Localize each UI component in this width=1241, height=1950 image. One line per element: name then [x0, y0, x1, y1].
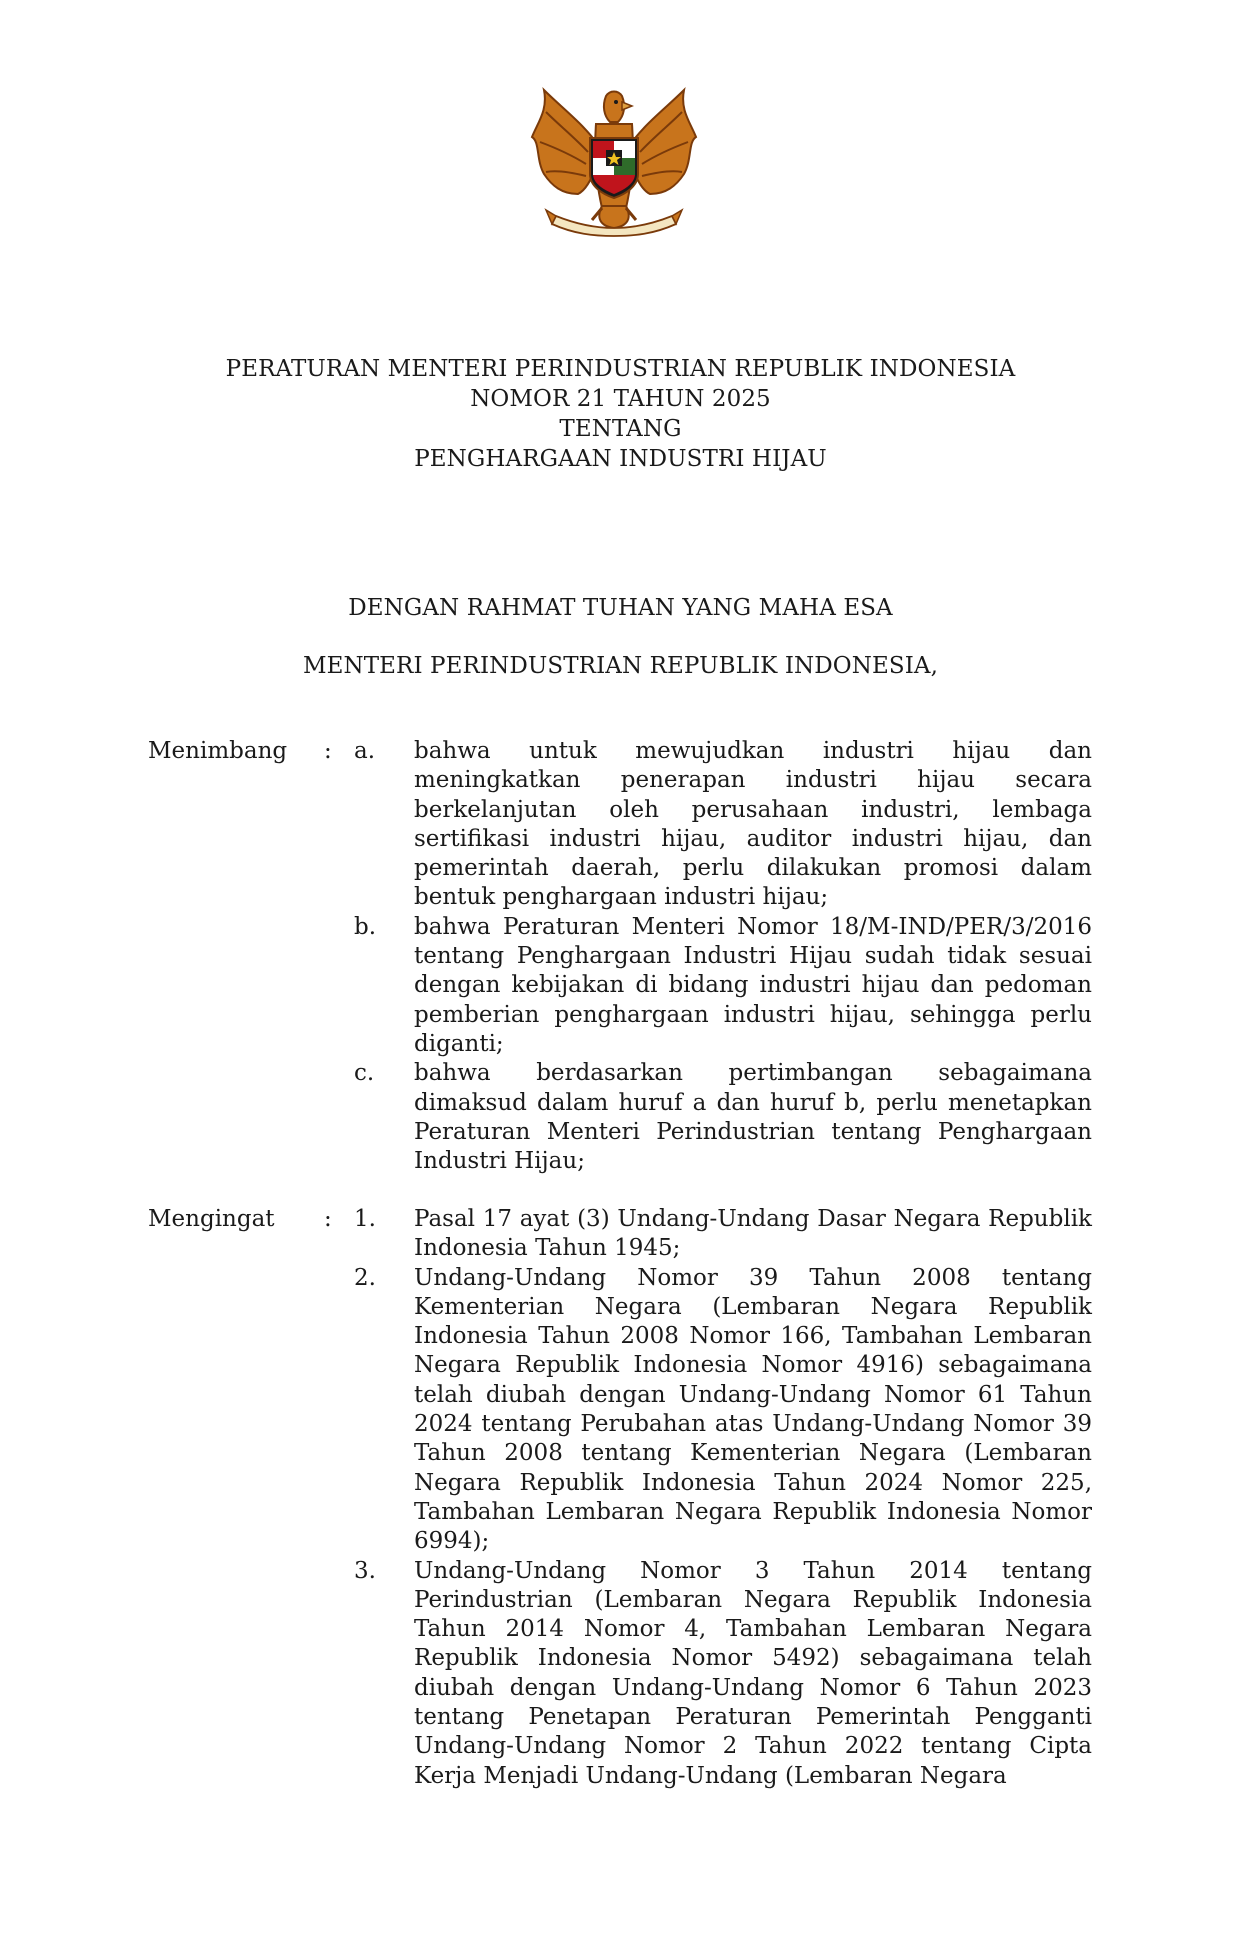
item-marker: 2.: [354, 1264, 376, 1291]
item-text: bahwa untuk mewujudkan industri hijau dan meningkatkan penerapan industri hijau secara berkelanjutan oleh perusahaan industri, lembaga sertifikasi industri hijau, auditor industri hijau, dan pemerintah daerah, perlu dilakukan promosi dalam bentuk penghargaan industri hijau;: [414, 738, 1092, 911]
mengingat-item-3: [0, 1557, 1241, 1791]
menimbang-section: [0, 737, 1241, 1176]
mengingat-label: Mengingat: [148, 1206, 275, 1232]
garuda-emblem-icon: [526, 82, 702, 238]
item-marker: b.: [354, 913, 377, 940]
menimbang-item-a: [0, 737, 1241, 913]
mengingat-item-1: [0, 1205, 1241, 1264]
mengingat-item-2: [0, 1264, 1241, 1557]
menimbang-label: Menimbang: [148, 738, 288, 764]
emblem-shield: [590, 138, 638, 198]
regulation-title: [0, 354, 1241, 474]
menimbang-item-c: [0, 1059, 1241, 1176]
item-text: Undang-Undang Nomor 39 Tahun 2008 tentang Kementerian Negara (Lembaran Negara Republik Indonesia Tahun 2008 Nomor 166, Tambahan Lembaran Negara Republik Indonesia Nomor 4916) sebagaimana telah diubah dengan Undang-Undang Nomor 61 Tahun 2024 tentang Perubahan atas Undang-Undang Nomor 39 Tahun 2008 tentang Kementerian Negara (Lembaran Negara Republik Indonesia Tahun 2024 Nomor 225, Tambahan Lembaran Negara Republik Indonesia Nomor 6994);: [414, 1264, 1092, 1555]
title-line-4: PENGHARGAAN INDUSTRI HIJAU: [414, 446, 827, 472]
authority-line: MENTERI PERINDUSTRIAN REPUBLIK INDONESIA,: [302, 653, 939, 679]
item-marker: c.: [354, 1060, 375, 1087]
title-line-2: NOMOR 21 TAHUN 2025: [470, 386, 771, 412]
title-line-1: PERATURAN MENTERI PERINDUSTRIAN REPUBLIK INDONESIA: [225, 356, 1016, 382]
menimbang-item-b: [0, 913, 1241, 1059]
section-colon: :: [324, 1206, 332, 1232]
item-text: Pasal 17 ayat (3) Undang-Undang Dasar Negara Republik Indonesia Tahun 1945;: [414, 1206, 1092, 1262]
section-colon: :: [324, 738, 332, 764]
item-marker: a.: [354, 738, 376, 764]
invocation: DENGAN RAHMAT TUHAN YANG MAHA ESA: [348, 595, 893, 621]
item-marker: 3.: [354, 1557, 376, 1584]
title-line-3: TENTANG: [559, 416, 682, 442]
item-text: bahwa Peraturan Menteri Nomor 18/M-IND/PER/3/2016 tentang Penghargaan Industri Hijau sudah tidak sesuai dengan kebijakan di bidang industri hijau dan pedoman pemberian penghargaan industri hijau, sehingga perlu diganti;: [414, 913, 1092, 1057]
item-text: bahwa berdasarkan pertimbangan sebagaimana dimaksud dalam huruf a dan huruf b, perlu menetapkan Peraturan Menteri Perindustrian tentang Penghargaan Industri Hijau;: [414, 1060, 1092, 1175]
item-marker: 1.: [354, 1206, 376, 1232]
mengingat-section: [0, 1205, 1241, 1791]
item-text: Undang-Undang Nomor 3 Tahun 2014 tentang Perindustrian (Lembaran Negara Republik Indonesia Tahun 2014 Nomor 4, Tambahan Lembaran Negara Republik Indonesia Nomor 5492) sebagaimana telah diubah dengan Undang-Undang Nomor 6 Tahun 2023 tentang Penetapan Peraturan Pemerintah Pengganti Undang-Undang Nomor 2 Tahun 2022 tentang Cipta Kerja Menjadi Undang-Undang (Lembaran Negara: [414, 1557, 1092, 1789]
